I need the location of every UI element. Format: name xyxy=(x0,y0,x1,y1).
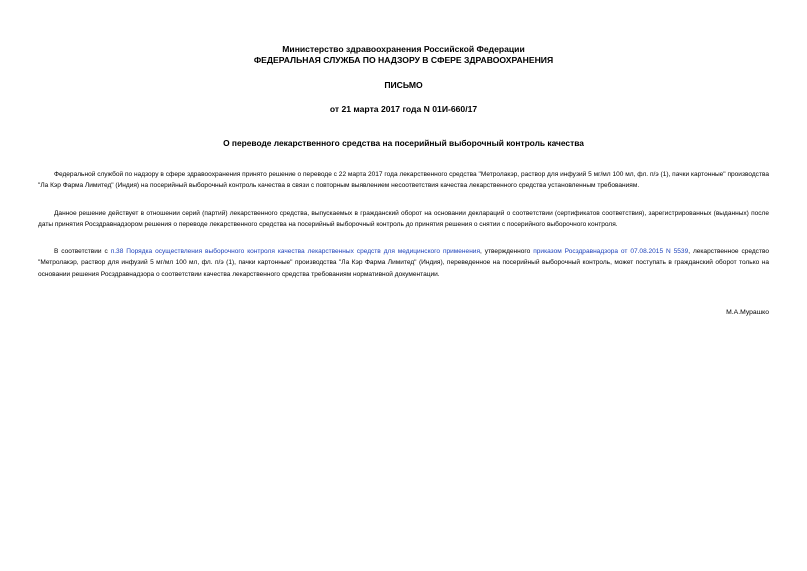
document-page xyxy=(38,44,769,318)
ministry-name: Министерство здравоохранения Российской Федерации xyxy=(282,44,525,54)
paragraph-text-part: , лекарственное средство "Метролакэр, раствор для инфузий 5 мг/мл 100 мл, фл. п/э (1), пачки картонные" производства "Ла Кэр Фарма Лимитед" (Индия), переведенное на посерийный выборочный контроль, может поступать в гражданский оборот только на основании решения Росздравнадзора о соответствии качества лекарственного средства требованиям нормативной документации. xyxy=(38,248,769,278)
signature: М.А.Мурашко xyxy=(726,309,769,317)
document-type: ПИСЬМО xyxy=(384,80,423,90)
paragraph-text-part: , утвержденного xyxy=(480,248,534,256)
paragraph-decision: Федеральной службой по надзору в сфере здравоохранения принято решение о переводе с 22 марта 2017 года лекарственного средства "Метролакэр, раствор для инфузий 5 мг/мл 100 мл, фл. п/э (1), пачки картонные" производства "Ла Кэр Фарма Лимитед" (Индия) на посерийный выборочный контроль качества в связи с повторным выявлением несоответствия качества лекарственного средства установленным требованиям. xyxy=(38,171,769,190)
paragraph-legal-basis xyxy=(38,246,769,280)
paragraph-scope: Данное решение действует в отношении серий (партий) лекарственного средства, выпускаемых в гражданский оборот на основании деклараций о соответствии (сертификатов соответствия), зарегистрированных (выданных) после даты принятия Росздравнадзором решения о переводе лекарственного средства на посерийный выборочный контроль до принятия решения о снятии с посерийного выборочного контроля. xyxy=(38,209,769,228)
paragraph-text-part: В соответствии с xyxy=(54,248,111,256)
procedure-link[interactable]: п.38 Порядка осуществления выборочного контроля качества лекарственных средств для медицинского применения xyxy=(110,248,481,256)
order-link[interactable]: приказом Росздравнадзора от 07.08.2015 N 5539 xyxy=(533,248,689,256)
service-name: ФЕДЕРАЛЬНАЯ СЛУЖБА ПО НАДЗОРУ В СФЕРЕ ЗДРАВООХРАНЕНИЯ xyxy=(253,55,554,65)
document-date-number: от 21 марта 2017 года N 01И-660/17 xyxy=(329,104,478,114)
document-title: О переводе лекарственного средства на посерийный выборочный контроль качества xyxy=(223,138,584,148)
